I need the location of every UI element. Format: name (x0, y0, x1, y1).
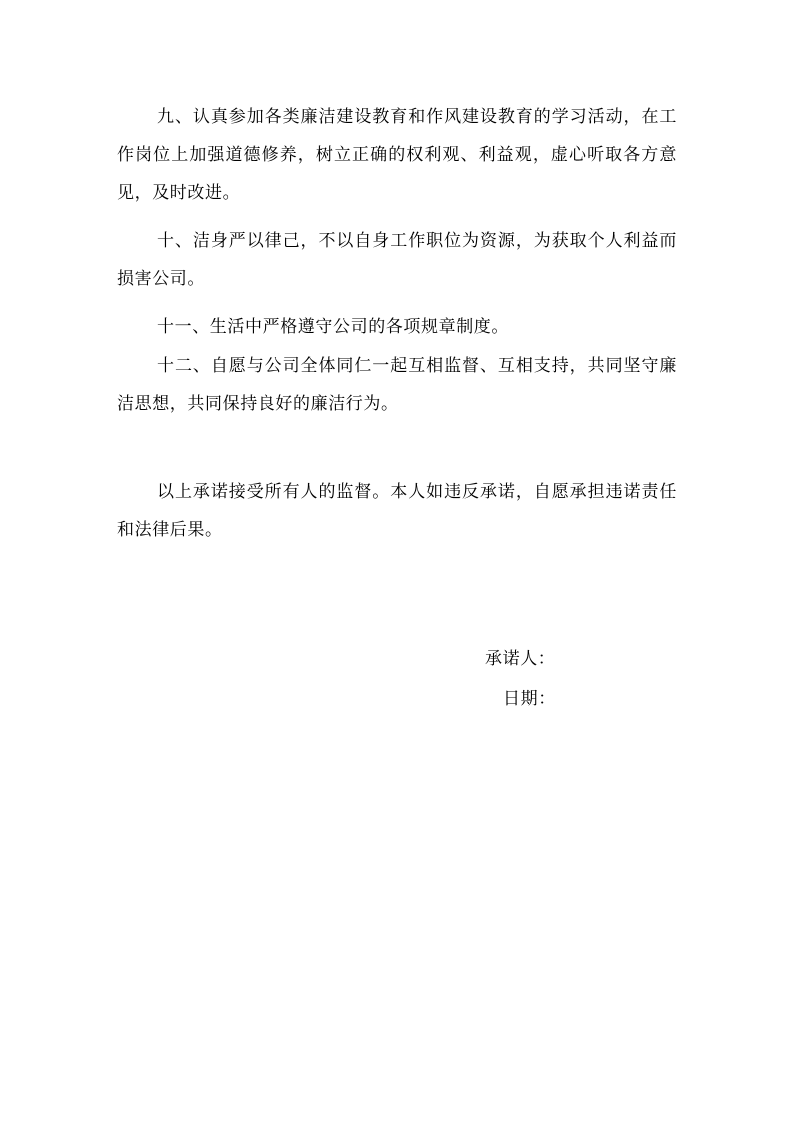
closing-statement: 以上承诺接受所有人的监督。本人如违反承诺，自愿承担违诺责任和法律后果。 (117, 482, 677, 540)
clause-ten: 十、洁身严以律己，不以自身工作职位为资源，为获取个人利益而损害公司。 (117, 231, 677, 289)
clause-nine: 九、认真参加各类廉洁建设教育和作风建设教育的学习活动，在工作岗位上加强道德修养，树立正确的权利观、利益观，虚心听取各方意见，及时改进。 (117, 107, 677, 203)
clause-eleven: 十一、生活中严格遵守公司的各项规章制度。 (157, 317, 509, 337)
date-label: 日期： (503, 689, 556, 709)
clause-twelve: 十二、自愿与公司全体同仁一起互相监督、互相支持，共同坚守廉洁思想，共同保持良好的廉洁行为。 (117, 356, 677, 414)
promisor-label: 承诺人： (485, 649, 556, 669)
